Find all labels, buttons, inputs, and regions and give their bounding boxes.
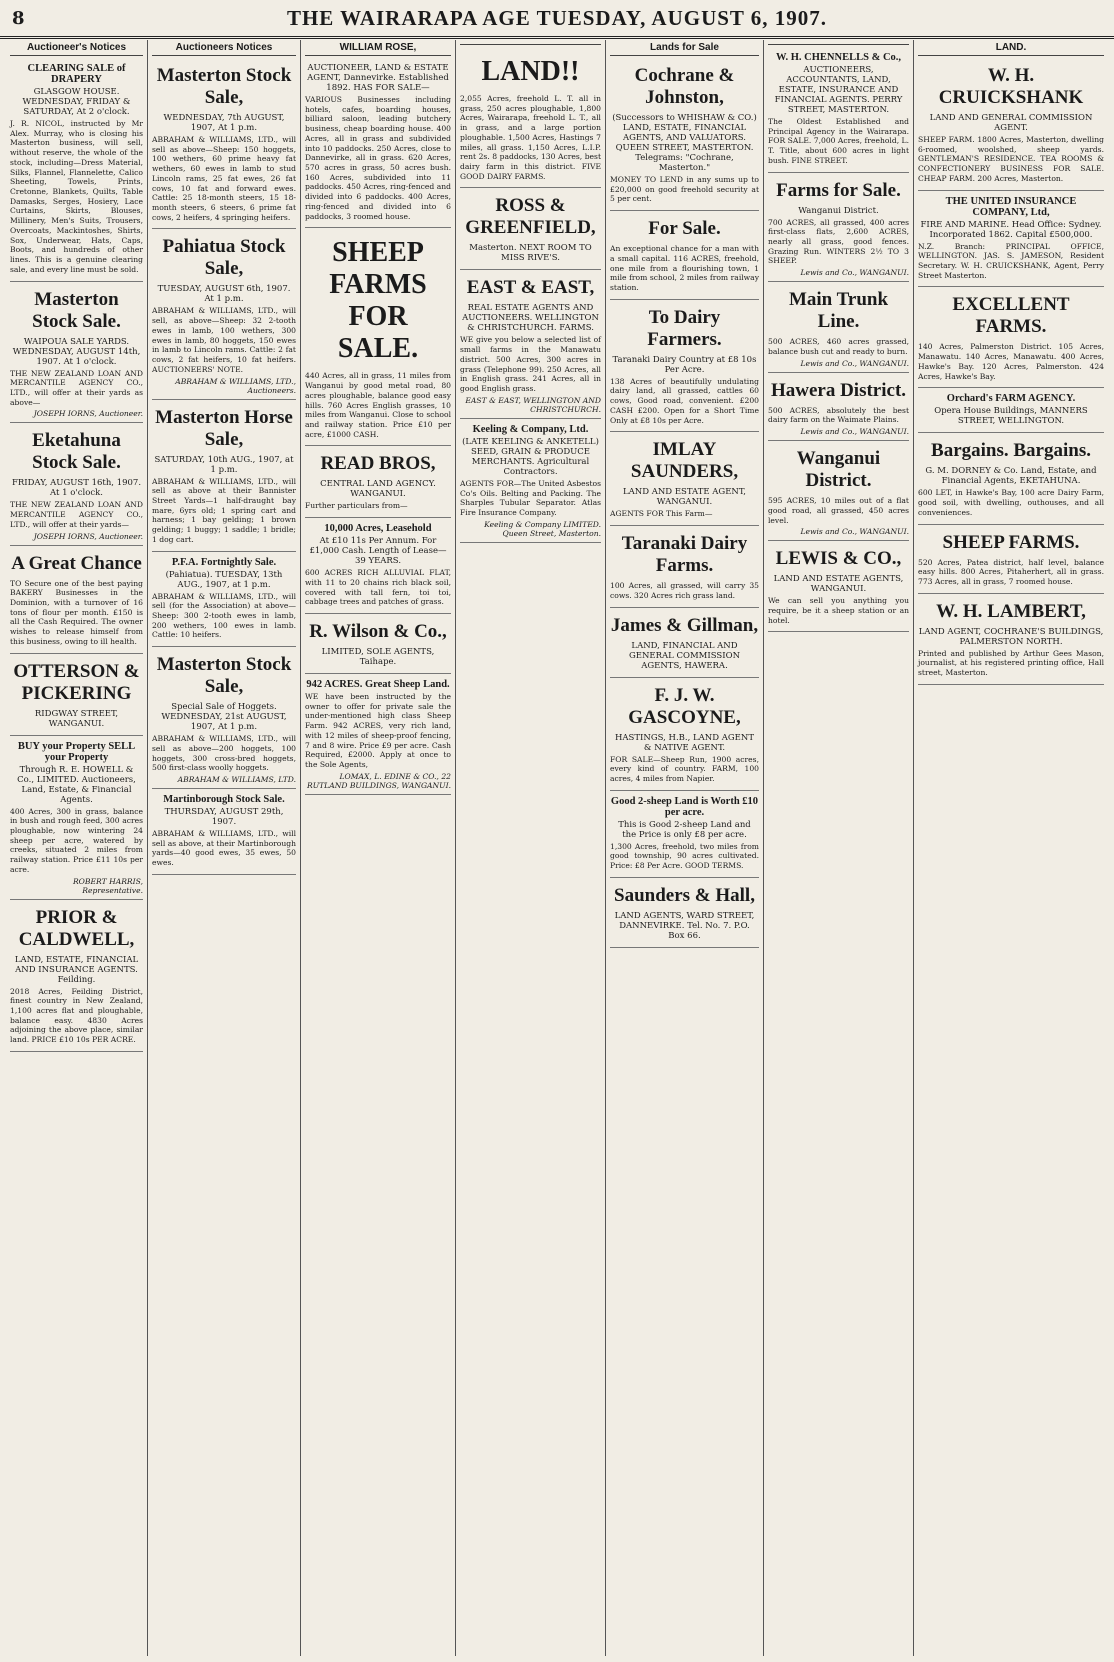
advertisement	[460, 419, 601, 543]
ad-title: THE UNITED INSURANCE COMPANY, Ltd,	[945, 195, 1077, 218]
advertisement	[305, 228, 451, 446]
ad-sig: ABRAHAM & WILLIAMS, LTD.	[177, 775, 296, 784]
ad-sub: (Successors to WHISHAW & CO.) LAND, ESTATE, FINANCIAL AGENTS, AND VALUATORS. QUEEN STREET, MASTERTON. Telegrams: "Cochrane, Masterton."	[612, 113, 757, 173]
ad-body: 440 Acres, all in grass, 11 miles from Wanganui by good metal road, 80 acres ploughable, balance good easy hills. 760 Acres English grasses, 10 miles from Wanganui. Close to school and railway station. Price £10 per acre, £1000 CASH.	[305, 371, 451, 439]
ad-title: CLEARING SALE of DRAPERY	[27, 63, 126, 85]
ad-sub: LAND, ESTATE, FINANCIAL AND INSURANCE AGENTS. Feilding.	[14, 954, 139, 985]
ad-body: WE have been instructed by the owner to offer for private sale the under-mentioned high class Sheep Farm. 942 ACRES, very rich land, with 12 miles of sheep-proof fencing, 7 and 8 wire. Price £9 per acre. Cash Required, £2000. Apply at once to the Sole Agents,	[305, 691, 451, 769]
ad-title: 10,000 Acres, Leasehold	[324, 523, 432, 535]
ad-sub: Taranaki Dairy Country at £8 10s Per Acre.	[612, 354, 757, 375]
ad-sub: Masterton. NEXT ROOM TO MISS RIVE'S.	[469, 243, 592, 264]
column-3	[301, 40, 456, 1656]
column-6	[764, 40, 914, 1656]
ad-sub: LIMITED, SOLE AGENTS, Taihape.	[321, 646, 435, 667]
ad-title: LEWIS & CO.,	[775, 548, 902, 570]
ad-title: Bargains. Bargains.	[931, 440, 1091, 462]
ad-sub: AUCTIONEER, LAND & ESTATE AGENT, Dannevirke. Established 1892. HAS FOR SALE—	[307, 63, 449, 93]
ad-title: Wanganui District.	[796, 448, 881, 492]
ad-title: READ BROS,	[320, 453, 436, 475]
advertisement	[918, 58, 1104, 191]
column-1	[6, 40, 148, 1656]
ad-body: 600 LET, in Hawke's Bay, 100 acre Dairy Farm, good soil, with dwelling, outhouses, and all conveniences.	[918, 488, 1104, 517]
advertisement	[10, 423, 143, 545]
ad-body: Further particulars from—	[305, 501, 408, 511]
ad-sub: G. M. DORNEY & Co. Land, Estate, and Financial Agents, EKETAHUNA.	[925, 466, 1097, 487]
ad-title: Masterton Stock Sale.	[32, 288, 121, 332]
ad-title: Eketahuna Stock Sale.	[32, 430, 121, 474]
ad-sub: At £10 11s Per Annum. For £1,000 Cash. Length of Lease—39 YEARS.	[309, 536, 447, 567]
advertisement	[918, 287, 1104, 388]
column-header	[460, 40, 601, 45]
ad-title: IMLAY SAUNDERS,	[630, 439, 739, 483]
ad-title: 942 ACRES. Great Sheep Land.	[306, 678, 450, 690]
ad-sub: (Pahiatua). TUESDAY, 13th AUG., 1907, at 1 p.m.	[165, 569, 283, 590]
ad-title: EXCELLENT FARMS.	[952, 294, 1070, 338]
ad-sub: LAND AND GENERAL COMMISSION AGENT.	[929, 113, 1093, 133]
page-number: 8	[12, 8, 25, 29]
column-2	[148, 40, 301, 1656]
ad-title: SHEEP FARMS FOR SALE.	[329, 237, 427, 365]
advertisement	[10, 546, 143, 654]
ad-title: LAND!!	[481, 56, 580, 87]
ad-sub: LAND AND ESTATE AGENT, WANGANUI.	[622, 487, 746, 508]
column-header: WILLIAM ROSE,	[305, 40, 451, 56]
advertisement	[610, 211, 759, 300]
advertisement	[918, 191, 1104, 288]
ad-sub: LAND AGENTS, WARD STREET, DANNEVIRKE. Tel. No. 7. P.O. Box 66.	[614, 910, 755, 941]
ad-sig: ABRAHAM & WILLIAMS, LTD., Auctioneers.	[175, 376, 296, 395]
ad-sub: AUCTIONEERS, ACCOUNTANTS, LAND, ESTATE, INSURANCE AND FINANCIAL AGENTS. PERRY STREET, MASTERTON.	[774, 65, 903, 115]
ad-title: James & Gillman,	[610, 614, 759, 636]
advertisement	[10, 654, 143, 736]
ad-body: An exceptional chance for a man with a small capital. 116 ACRES, freehold, one mile from a flourishing town, 1 mile from school, 2 miles from railway station.	[610, 244, 759, 293]
advertisement	[10, 736, 143, 900]
ad-sig: ROBERT HARRIS, Representative.	[72, 876, 143, 895]
advertisement	[460, 188, 601, 270]
ad-title: W. H. LAMBERT,	[936, 600, 1086, 622]
ad-sig: LOMAX, L. EDINE & CO., 22 RUTLAND BUILDINGS, WANGANUI.	[307, 771, 451, 790]
ad-title: Masterton Stock Sale,	[156, 654, 292, 698]
column-header: Auctioneer's Notices	[10, 40, 143, 56]
ad-body: ABRAHAM & WILLIAMS, LTD., will sell as above, at their Martinborough yards—40 good ewes, 35 ewes, 50 ewes.	[152, 829, 296, 868]
ad-sub: GLASGOW HOUSE. WEDNESDAY, FRIDAY & SATURDAY, At 2 o'clock.	[22, 87, 131, 117]
advertisement	[768, 441, 909, 541]
ad-body: ABRAHAM & WILLIAMS, LTD., will sell, as above—Sheep: 32 2-tooth ewes in lamb, 100 wethers, 300 ewes in lamb, 80 hoggets, 150 ewes in lamb to Lincoln rams. Cattle: 2 fat cows, 2 fat heifers, 10 fat heifers. AUCTIONEERS' NOTE.	[152, 306, 296, 374]
ad-title: Martinborough Stock Sale.	[163, 794, 285, 805]
advertisement	[768, 173, 909, 283]
ad-title: PRIOR & CALDWELL,	[18, 906, 135, 950]
ad-body: THE NEW ZEALAND LOAN AND MERCANTILE AGENCY CO., LTD., will offer at their yards as above—	[10, 368, 143, 407]
ad-body: J. R. NICOL, instructed by Mr Alex. Murray, who is closing his Masterton business, will sell, without reserve, the whole of the stock, including—Dress Material, Silks, Flannel, Flannelette, Calico Sheeting, Towels, Prints, Cretonne, Blankets, Quilts, Table Damasks, Serges, Hosiery, Lace Curtains, Skirts, Blouses, Millinery, Men's Suits, Trousers, Overcoats, Mackintoshes, Shirts, Sox, Underwear, Hats, Caps, Boots, and hundreds of other lines. This is a genuine clearing sale, and every line must be sold.	[10, 119, 143, 274]
ad-body: 1,300 Acres, freehold, two miles from good township, 90 acres cultivated. Price: £8 Per Acre. GOOD TERMS.	[610, 841, 759, 871]
advertisement	[610, 791, 759, 878]
ad-sub: LAND AGENT, COCHRANE'S BUILDINGS, PALMERSTON NORTH.	[918, 626, 1104, 647]
ad-title: Farms for Sale.	[776, 179, 901, 201]
ad-sub: FRIDAY, AUGUST 16th, 1907. At 1 o'clock.	[11, 478, 142, 499]
column-header: Auctioneers Notices	[152, 40, 296, 56]
advertisement	[768, 373, 909, 441]
ad-sub: RIDGWAY STREET, WANGANUI.	[34, 708, 119, 729]
ad-body: 100 Acres, all grassed, will carry 35 cows. 320 Acres rich grass land.	[610, 581, 759, 600]
advertisement	[152, 58, 296, 229]
ad-title: P.F.A. Fortnightly Sale.	[171, 556, 277, 568]
ad-sub: THURSDAY, AUGUST 29th, 1907.	[164, 807, 284, 827]
ad-sub: LAND, FINANCIAL AND GENERAL COMMISSION AGENTS, HAWERA.	[628, 640, 741, 671]
ad-sig: Lewis and Co., WANGANUI.	[800, 358, 909, 368]
ad-title: SHEEP FARMS.	[942, 531, 1080, 553]
advertisement	[152, 789, 296, 875]
advertisement	[460, 270, 601, 418]
advertisement	[610, 878, 759, 948]
ad-body: ABRAHAM & WILLIAMS, LTD., will sell as above—Sheep: 150 hoggets, 100 wethers, 60 prime heavy fat wethers, 60 ewes in lamb to stud Lincoln rams, 25 fat ewes, 26 fat cows, 10 fat and forward ewes. Cattle: 25 18-month steers, 15 18-month steers, 6 steers, 6 prime fat cows, 2 heifers, 4 springing heifers.	[152, 135, 296, 222]
ad-body: VARIOUS Businesses including hotels, cafes, boarding houses, billiard saloon, leading butchery business, cheap boarding house. 400 Acres, all in grass and subdivided into 10 paddocks. 250 Acres, close to Dannevirke, all in grass. 620 Acres, 570 acres in grass, 50 acres bush. 160 Acres, subdivided into 11 paddocks. 450 Acres, ring-fenced and divided into 6 paddocks. 400 Acres, ring-fenced and divided into 6 paddocks, 3 roomed house.	[305, 95, 451, 221]
ad-title: ROSS & GREENFIELD,	[465, 195, 596, 239]
ad-title: W. H. CHENNELLS & Co.,	[775, 52, 902, 63]
column-4	[456, 40, 606, 1656]
ad-body: 600 ACRES RICH ALLUVIAL FLAT, with 11 to 20 chains rich black soil, covered with tall fern, toi toi, cabbage trees and patches of grass.	[305, 568, 451, 607]
ad-body: 140 Acres, Palmerston District. 105 Acres, Manawatu. 140 Acres, Manawatu. 400 Acres, Hawke's Bay. 120 Acres, Palmerston. 424 Acres, Hawke's Bay.	[918, 342, 1104, 381]
ad-sub: (LATE KEELING & ANKETELL) SEED, GRAIN & PRODUCE MERCHANTS. Agricultural Contractors.	[462, 436, 599, 477]
ad-body: FOR SALE—Sheep Run, 1900 acres, every kind of country. FARM, 100 acres, 4 miles from Napier.	[610, 754, 759, 783]
advertisement	[610, 300, 759, 433]
ad-title: W. H. CRUICKSHANK	[938, 65, 1084, 108]
ad-body: WE give you below a selected list of small farms in the Manawatu district. 500 Acres, 300 acres in grass (Telephone 99). 250 Acres, all in English grass. 241 Acres, all in good English grass.	[460, 335, 601, 394]
ad-sub: FIRE AND MARINE. Head Office: Sydney. Incorporated 1862. Capital £500,000.	[920, 219, 1102, 240]
ad-sub: TUESDAY, AUGUST 6th, 1907. At 1 p.m.	[157, 284, 291, 305]
ad-body: ABRAHAM & WILLIAMS, LTD., will sell (for the Association) at above—Sheep: 300 2-tooth ewes in lamb, 200 wethers, 100 ewes in lamb. Cattle: 10 heifers.	[152, 591, 296, 640]
ad-sub: Special Sale of Hoggets. WEDNESDAY, 21st AUGUST, 1907, At 1 p.m.	[161, 702, 287, 733]
ad-body: 500 ACRES, 460 acres grassed, balance bush cut and ready to burn.	[768, 337, 909, 356]
ad-title: EAST & EAST,	[466, 277, 595, 299]
ad-title: Pahiatua Stock Sale,	[162, 236, 286, 280]
column-header: Lands for Sale	[610, 40, 759, 56]
ad-body: N.Z. Branch: PRINCIPAL OFFICE, WELLINGTON. JAS. S. JAMESON, Resident Secretary. W. H. CRUICKSHANK, Agent, Perry Street Masterton.	[918, 241, 1104, 280]
advertisement	[152, 400, 296, 552]
ad-title: Taranaki Dairy Farms.	[621, 533, 748, 577]
ad-title: BUY your Property SELL your Property	[17, 740, 136, 763]
advertisement	[10, 58, 143, 282]
advertisement	[10, 900, 143, 1052]
advertisement	[768, 47, 909, 173]
advertisement	[610, 526, 759, 607]
ad-sig: EAST & EAST, WELLINGTON AND CHRISTCHURCH.	[465, 395, 601, 414]
ad-body: 2,055 Acres, freehold L. T. all in grass, 250 acres ploughable, 1,800 Acres, Wairarapa, freehold L. T., all in grass, and a large portion ploughable. 1,500 Acres, Hastings 7 miles, all grass. 1,150 Acres, L.I.P. rent 2s. 8 paddocks, 130 Acres, best dairy farm in this district. FIVE GOOD DAIRY FARMS.	[460, 94, 601, 181]
ad-sig: Lewis and Co., WANGANUI.	[800, 427, 909, 437]
ad-title: Masterton Horse Sale,	[155, 406, 293, 450]
column-7	[914, 40, 1108, 1656]
ad-sub: Wanganui District.	[798, 205, 879, 216]
masthead	[0, 0, 1114, 39]
ad-title: Good 2-sheep Land is Worth £10 per acre.	[610, 795, 759, 818]
ad-body: THE NEW ZEALAND LOAN AND MERCANTILE AGENCY CO., LTD., will offer at their yards—	[10, 500, 143, 529]
advertisement	[918, 525, 1104, 594]
ad-title: A Great Chance	[11, 552, 142, 574]
ad-body: 500 ACRES, absolutely the best dairy farm on the Waimate Plains.	[768, 405, 909, 425]
ad-title: F. J. W. GASCOYNE,	[628, 684, 741, 728]
column-header: LAND.	[918, 40, 1104, 56]
ad-body: The Oldest Established and Principal Agency in the Wairarapa. FOR SALE. 7,000 Acres, freehold, L. T. Title, about 600 acres in light bush. FINE STREET.	[768, 117, 909, 165]
ad-title: Keeling & Company, Ltd.	[472, 423, 589, 435]
advertisement	[305, 58, 451, 228]
ad-body: 520 Acres, Patea district, half level, balance easy hills. 800 Acres, Pitaherhert, all in grass. 773 Acres, all in grass, 7 roomed house.	[918, 557, 1104, 586]
ad-sub: REAL ESTATE AGENTS AND AUCTIONEERS. WELLINGTON & CHRISTCHURCH. FARMS.	[462, 303, 599, 334]
ad-body: AGENTS FOR—The United Asbestos Co's Oils. Belting and Packing. The Sharples Tubular Separator. Atlas Fire Insurance Company.	[460, 478, 601, 517]
ad-sub: Through R. E. HOWELL & Co., LIMITED. Auctioneers, Land, Estate, & Financial Agents.	[17, 764, 136, 805]
ad-sig: Lewis and Co., WANGANUI.	[800, 527, 909, 537]
ad-body: 400 Acres, 300 in grass, balance in bush and rough feed, 300 acres ploughable, now wintering 24 sheep per acre, watered by creeks, situated 2 miles from railway station. Price £11 10s per acre.	[10, 806, 143, 874]
ad-title: R. Wilson & Co.,	[309, 620, 447, 642]
advertisement	[610, 678, 759, 791]
advertisement	[918, 433, 1104, 524]
ad-body: SHEEP FARM. 1800 Acres, Masterton, dwelling 6-roomed, woolshed, sheep yards. GENTLEMAN'S RESIDENCE. TEA ROOMS & CONFECTIONERY BUSINESS FOR SALE. CHEAP FARM. 200 Acres, Masterton.	[918, 135, 1104, 183]
column-5	[606, 40, 764, 1656]
ad-body: ABRAHAM & WILLIAMS, LTD., will sell as above at their Bannister Street Yards—1 half-draught bay mare, 6yrs old; 1 spring cart and harness; 1 bay gelding; 1 brown gelding; 1 buggy; 1 saddle; 1 bridle; 1 dog cart.	[152, 476, 296, 544]
ad-body: TO Secure one of the best paying BAKERY Businesses in the Dominion, with a turnover of 16 tons of flour per month. £150 is all the Cash Required. The owner wishes to release himself from this business, owing to ill health.	[10, 578, 143, 646]
ad-body: 2018 Acres, Feilding District, finest country in New Zealand, 1,100 acres flat and ploughable, balance easy. 4830 Acres adjoining the above place, similar land. PRICE £10 10s PER ACRE.	[10, 986, 143, 1045]
ad-body: AGENTS FOR This Farm—	[610, 509, 713, 519]
advertisement	[305, 518, 451, 614]
columns	[6, 40, 1108, 1656]
ad-sig: JOSEPH IORNS, Auctioneer.	[33, 531, 143, 541]
ad-sig: Keeling & Company LIMITED. Queen Street, Masterton.	[484, 519, 601, 538]
ad-sub: CENTRAL LAND AGENCY. WANGANUI.	[320, 479, 436, 500]
ad-title: Main Trunk Line.	[788, 289, 889, 333]
advertisement	[152, 229, 296, 399]
ad-sub: HASTINGS, H.B., LAND AGENT & NATIVE AGENT.	[615, 732, 754, 753]
ad-title: To Dairy Farmers.	[647, 306, 722, 350]
advertisement	[610, 608, 759, 678]
ad-body: Printed and published by Arthur Gees Mason, journalist, at his registered printing office, Hall street, Masterton.	[918, 648, 1104, 678]
ad-sig: JOSEPH IORNS, Auctioneer.	[33, 409, 143, 419]
advertisement	[305, 674, 451, 795]
advertisement	[768, 282, 909, 372]
advertisement	[305, 446, 451, 518]
newspaper-title: THE WAIRARAPA AGE TUESDAY, AUGUST 6, 1907.	[286, 6, 828, 30]
advertisement	[305, 614, 451, 674]
advertisement	[10, 282, 143, 424]
advertisement	[460, 47, 601, 188]
ad-body: 595 ACRES, 10 miles out of a flat good road, all grassed, 450 acres level.	[768, 496, 909, 525]
ad-body: 700 ACRES, all grassed, 400 acres first-class flats, 2,600 ACRES, nearly all grass, good fences. Grazing Run. WINTERS 2½ TO 3 SHEEP.	[768, 217, 909, 266]
advertisement	[610, 58, 759, 211]
advertisement	[610, 432, 759, 526]
ad-body: 138 Acres of beautifully undulating dairy land, all grassed, cattles 60 cows, Good road, convenient. £200 CASH £200. Open for a Short Time Only at £8 10s per Acre.	[610, 376, 759, 425]
ad-sub: SATURDAY, 10th AUG., 1907, at 1 p.m.	[154, 454, 294, 475]
column-header	[768, 40, 909, 45]
ad-title: Cochrane & Johnston,	[634, 65, 735, 108]
ad-title: Hawera District.	[770, 379, 907, 401]
ad-sub: WEDNESDAY, 7th AUGUST, 1907, At 1 p.m.	[163, 113, 285, 133]
advertisement	[918, 388, 1104, 433]
advertisement	[768, 541, 909, 632]
advertisement	[918, 594, 1104, 685]
ad-sig: Lewis and Co., WANGANUI.	[800, 268, 909, 278]
ad-body: We can sell you anything you require, be it a sheep station or an hotel.	[768, 596, 909, 625]
ad-sub: Opera House Buildings, MANNERS STREET, WELLINGTON.	[934, 406, 1088, 427]
advertisement	[152, 647, 296, 789]
ad-sub: LAND AND ESTATE AGENTS, WANGANUI.	[773, 574, 904, 595]
ad-title: OTTERSON & PICKERING	[13, 660, 140, 704]
ad-title: For Sale.	[648, 218, 721, 240]
ad-title: Orchard's FARM AGENCY.	[946, 393, 1076, 405]
ad-title: Saunders & Hall,	[614, 884, 755, 906]
ad-sub: This is Good 2-sheep Land and the Price is only £8 per acre.	[618, 819, 751, 840]
ad-body: MONEY TO LEND in any sums up to £20,000 on good freehold security at 5 per cent.	[610, 175, 759, 204]
ad-sub: WAIPOUA SALE YARDS. WEDNESDAY, AUGUST 14th, 1907. At 1 o'clock.	[12, 336, 141, 367]
ad-title: Masterton Stock Sale,	[156, 65, 292, 108]
ad-body: ABRAHAM & WILLIAMS, LTD., will sell as above—200 hoggets, 100 hoggets, 300 cross-bred hoggets, 500 first-class woolly hoggets.	[152, 734, 296, 773]
advertisement	[152, 552, 296, 648]
